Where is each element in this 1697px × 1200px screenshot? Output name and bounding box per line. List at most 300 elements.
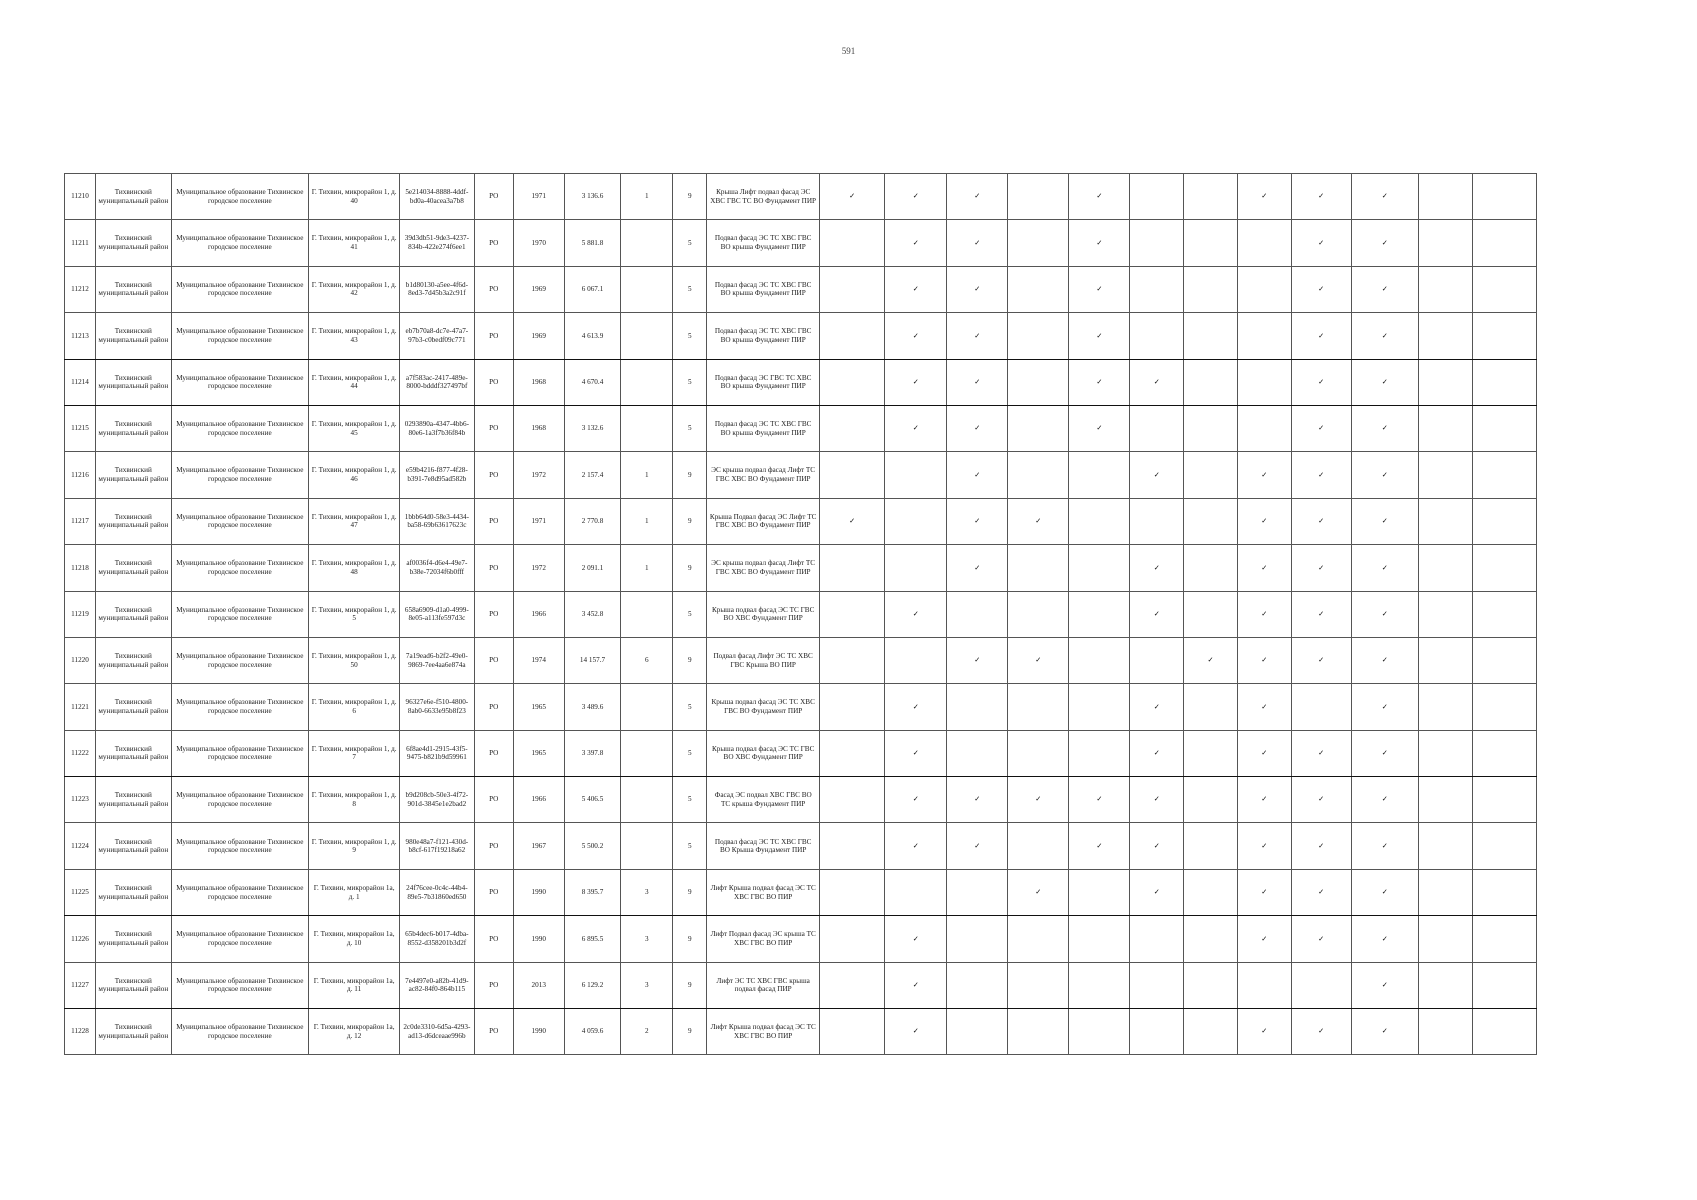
table-row (65, 405, 1537, 451)
work-check-cell (1351, 684, 1418, 730)
municipality-cell: Муниципальное образование Тихвинское городское поселение (171, 637, 309, 683)
work-check-cell (1069, 545, 1130, 591)
work-check-cell (1069, 266, 1130, 312)
municipality-cell: Муниципальное образование Тихвинское городское поселение (171, 916, 309, 962)
check-mark-icon: ✓ (974, 794, 981, 804)
work-check-cell (1008, 962, 1069, 1008)
check-mark-icon: ✓ (1381, 330, 1388, 340)
check-mark-icon: ✓ (912, 608, 919, 618)
guid-cell: 0293890a-4347-4bb6-80e6-1a3f7b36f84b (400, 405, 474, 451)
year-built-cell: 1990 (513, 916, 564, 962)
work-check-cell (1069, 498, 1130, 544)
floors-cell: 9 (673, 962, 707, 1008)
floors-cell: 9 (673, 1009, 707, 1055)
floors-cell: 5 (673, 684, 707, 730)
work-check-cell (1130, 174, 1184, 220)
work-check-cell (820, 452, 885, 498)
municipality-cell: Муниципальное образование Тихвинское городское поселение (171, 591, 309, 637)
works-list-cell: Подвал фасад ЭС ТС ХВС ГВС ВО крыша Фундамент ПИР (707, 266, 820, 312)
work-check-cell (885, 545, 947, 591)
year-built-cell: 1965 (513, 730, 564, 776)
check-mark-icon: ✓ (912, 840, 919, 850)
floors-cell: 5 (673, 359, 707, 405)
year-built-cell: 1972 (513, 545, 564, 591)
year-built-cell: 1971 (513, 174, 564, 220)
work-check-cell (1291, 591, 1351, 637)
floors-cell: 9 (673, 452, 707, 498)
work-check-cell (1237, 545, 1291, 591)
lifts-count-cell: 2 (621, 1009, 673, 1055)
work-check-cell (947, 869, 1008, 915)
check-mark-icon: ✓ (974, 516, 981, 526)
work-check-cell (1237, 266, 1291, 312)
check-mark-icon: ✓ (1096, 794, 1103, 804)
ownership-cell: РО (474, 777, 513, 823)
area-cell: 4 670.4 (564, 359, 621, 405)
work-check-cell (1418, 777, 1472, 823)
ownership-cell: РО (474, 220, 513, 266)
lifts-count-cell: 3 (621, 869, 673, 915)
check-mark-icon: ✓ (1096, 376, 1103, 386)
work-check-cell (885, 777, 947, 823)
municipality-cell: Муниципальное образование Тихвинское городское поселение (171, 498, 309, 544)
work-check-cell (1351, 266, 1418, 312)
check-mark-icon: ✓ (1381, 608, 1388, 618)
table-row (65, 637, 1537, 683)
district-cell: Тихвинский муниципальный район (96, 545, 172, 591)
district-cell: Тихвинский муниципальный район (96, 359, 172, 405)
ownership-cell: РО (474, 174, 513, 220)
area-cell: 5 881.8 (564, 220, 621, 266)
address-cell: Г. Тихвин, микрорайон 1, д. 6 (309, 684, 400, 730)
check-mark-icon: ✓ (1261, 933, 1268, 943)
work-check-cell (1184, 313, 1238, 359)
table-row (65, 869, 1537, 915)
work-check-cell (1418, 916, 1472, 962)
check-mark-icon: ✓ (912, 1026, 919, 1036)
area-cell: 3 132.6 (564, 405, 621, 451)
work-check-cell (885, 637, 947, 683)
work-check-cell (1237, 823, 1291, 869)
work-check-cell (1472, 313, 1536, 359)
floors-cell: 9 (673, 637, 707, 683)
floors-cell: 9 (673, 545, 707, 591)
works-list-cell: Крыша подвал фасад ЭС ТС ГВС ВО ХВС Фундамент ПИР (707, 730, 820, 776)
work-check-cell (820, 266, 885, 312)
check-mark-icon: ✓ (1096, 840, 1103, 850)
table-row (65, 359, 1537, 405)
work-check-cell (1130, 916, 1184, 962)
work-check-cell (1184, 545, 1238, 591)
check-mark-icon: ✓ (1381, 748, 1388, 758)
lifts-count-cell: 6 (621, 637, 673, 683)
work-check-cell (1069, 313, 1130, 359)
table-row (65, 823, 1537, 869)
works-list-cell: Фасад ЭС подвал ХВС ГВС ВО ТС крыша Фундамент ПИР (707, 777, 820, 823)
check-mark-icon: ✓ (1153, 887, 1160, 897)
address-cell: Г. Тихвин, микрорайон 1, д. 46 (309, 452, 400, 498)
year-built-cell: 1966 (513, 777, 564, 823)
year-built-cell: 1965 (513, 684, 564, 730)
work-check-cell (1291, 869, 1351, 915)
work-check-cell (885, 498, 947, 544)
work-check-cell (1008, 777, 1069, 823)
work-check-cell (885, 684, 947, 730)
work-check-cell (1008, 1009, 1069, 1055)
row-id: 11226 (65, 916, 96, 962)
work-check-cell (820, 359, 885, 405)
work-check-cell (1184, 266, 1238, 312)
check-mark-icon: ✓ (912, 748, 919, 758)
check-mark-icon: ✓ (1318, 887, 1325, 897)
row-id: 11222 (65, 730, 96, 776)
address-cell: Г. Тихвин, микрорайон 1, д. 9 (309, 823, 400, 869)
municipality-cell: Муниципальное образование Тихвинское городское поселение (171, 823, 309, 869)
work-check-cell (1184, 684, 1238, 730)
table-row (65, 591, 1537, 637)
check-mark-icon: ✓ (1261, 1026, 1268, 1036)
municipality-cell: Муниципальное образование Тихвинское городское поселение (171, 869, 309, 915)
row-id: 11217 (65, 498, 96, 544)
check-mark-icon: ✓ (974, 284, 981, 294)
address-cell: Г. Тихвин, микрорайон 1а, д. 1 (309, 869, 400, 915)
work-check-cell (820, 405, 885, 451)
guid-cell: e59b4216-f877-4f28-b391-7e8d95ad582b (400, 452, 474, 498)
ownership-cell: РО (474, 266, 513, 312)
check-mark-icon: ✓ (974, 237, 981, 247)
row-id: 11223 (65, 777, 96, 823)
municipality-cell: Муниципальное образование Тихвинское городское поселение (171, 777, 309, 823)
work-check-cell (885, 174, 947, 220)
work-check-cell (1291, 777, 1351, 823)
work-check-cell (1237, 591, 1291, 637)
works-list-cell: Подвал фасад ЭС ГВС ТС ХВС ВО крыша Фундамент ПИР (707, 359, 820, 405)
work-check-cell (1008, 637, 1069, 683)
work-check-cell (1008, 452, 1069, 498)
work-check-cell (947, 591, 1008, 637)
district-cell: Тихвинский муниципальный район (96, 730, 172, 776)
work-check-cell (820, 777, 885, 823)
work-check-cell (1069, 591, 1130, 637)
table-row (65, 545, 1537, 591)
lifts-count-cell (621, 591, 673, 637)
work-check-cell (1184, 823, 1238, 869)
work-check-cell (947, 962, 1008, 1008)
work-check-cell (1472, 266, 1536, 312)
work-check-cell (947, 916, 1008, 962)
district-cell: Тихвинский муниципальный район (96, 452, 172, 498)
work-check-cell (1008, 498, 1069, 544)
district-cell: Тихвинский муниципальный район (96, 174, 172, 220)
work-check-cell (1291, 452, 1351, 498)
municipality-cell: Муниципальное образование Тихвинское городское поселение (171, 962, 309, 1008)
lifts-count-cell (621, 313, 673, 359)
work-check-cell (947, 1009, 1008, 1055)
check-mark-icon: ✓ (1318, 933, 1325, 943)
work-check-cell (1130, 637, 1184, 683)
work-check-cell (820, 962, 885, 1008)
work-check-cell (1069, 1009, 1130, 1055)
table-row (65, 730, 1537, 776)
address-cell: Г. Тихвин, микрорайон 1, д. 42 (309, 266, 400, 312)
work-check-cell (1291, 823, 1351, 869)
floors-cell: 5 (673, 730, 707, 776)
page-number: 591 (841, 46, 856, 56)
work-check-cell (1237, 637, 1291, 683)
work-check-cell (1130, 545, 1184, 591)
floors-cell: 5 (673, 777, 707, 823)
check-mark-icon: ✓ (974, 423, 981, 433)
check-mark-icon: ✓ (1381, 191, 1388, 201)
work-check-cell (885, 916, 947, 962)
work-check-cell (1184, 220, 1238, 266)
floors-cell: 5 (673, 823, 707, 869)
check-mark-icon: ✓ (1261, 191, 1268, 201)
work-check-cell (820, 916, 885, 962)
ownership-cell: РО (474, 591, 513, 637)
district-cell: Тихвинский муниципальный район (96, 823, 172, 869)
year-built-cell: 1970 (513, 220, 564, 266)
work-check-cell (1291, 1009, 1351, 1055)
guid-cell: 658a6909-d1a0-4999-8e05-a113fe597d3c (400, 591, 474, 637)
ownership-cell: РО (474, 869, 513, 915)
check-mark-icon: ✓ (1381, 516, 1388, 526)
work-check-cell (1351, 313, 1418, 359)
floors-cell: 9 (673, 916, 707, 962)
check-mark-icon: ✓ (1318, 469, 1325, 479)
check-mark-icon: ✓ (912, 980, 919, 990)
work-check-cell (1418, 266, 1472, 312)
work-check-cell (1130, 823, 1184, 869)
check-mark-icon: ✓ (1318, 284, 1325, 294)
works-list-cell: ЭС крыша подвал фасад Лифт ТС ГВС ХВС ВО Фундамент ПИР (707, 545, 820, 591)
work-check-cell (947, 266, 1008, 312)
district-cell: Тихвинский муниципальный район (96, 220, 172, 266)
year-built-cell: 1972 (513, 452, 564, 498)
area-cell: 4 613.9 (564, 313, 621, 359)
work-check-cell (1237, 174, 1291, 220)
guid-cell: 65b4dec6-b017-4dba-8552-d358201b3d2f (400, 916, 474, 962)
work-check-cell (1184, 591, 1238, 637)
work-check-cell (1130, 405, 1184, 451)
table-row (65, 220, 1537, 266)
work-check-cell (885, 266, 947, 312)
work-check-cell (1184, 1009, 1238, 1055)
work-check-cell (820, 730, 885, 776)
address-cell: Г. Тихвин, микрорайон 1, д. 47 (309, 498, 400, 544)
check-mark-icon: ✓ (974, 469, 981, 479)
work-check-cell (885, 452, 947, 498)
guid-cell: eb7b70a8-dc7e-47a7-97b3-c0bedf09c771 (400, 313, 474, 359)
municipality-cell: Муниципальное образование Тихвинское городское поселение (171, 452, 309, 498)
lifts-count-cell: 1 (621, 452, 673, 498)
work-check-cell (885, 730, 947, 776)
lifts-count-cell (621, 266, 673, 312)
work-check-cell (1351, 405, 1418, 451)
work-check-cell (1237, 962, 1291, 1008)
check-mark-icon: ✓ (1318, 376, 1325, 386)
works-list-cell: Крыша Подвал фасад ЭС Лифт ТС ГВС ХВС ВО Фундамент ПИР (707, 498, 820, 544)
area-cell: 3 397.8 (564, 730, 621, 776)
ownership-cell: РО (474, 1009, 513, 1055)
row-id: 11215 (65, 405, 96, 451)
work-check-cell (1472, 869, 1536, 915)
work-check-cell (947, 405, 1008, 451)
guid-cell: 1bbb64d0-58e3-4434-ba58-69b63617623c (400, 498, 474, 544)
district-cell: Тихвинский муниципальный район (96, 405, 172, 451)
work-check-cell (1130, 869, 1184, 915)
work-check-cell (1008, 684, 1069, 730)
guid-cell: 7a19ead6-b2f2-49e0-9869-7ee4aa6e874a (400, 637, 474, 683)
work-check-cell (1184, 405, 1238, 451)
ownership-cell: РО (474, 359, 513, 405)
municipality-cell: Муниципальное образование Тихвинское городское поселение (171, 405, 309, 451)
address-cell: Г. Тихвин, микрорайон 1а, д. 11 (309, 962, 400, 1008)
work-check-cell (885, 869, 947, 915)
work-check-cell (1237, 730, 1291, 776)
check-mark-icon: ✓ (1096, 191, 1103, 201)
row-id: 11210 (65, 174, 96, 220)
lifts-count-cell (621, 220, 673, 266)
work-check-cell (1069, 405, 1130, 451)
work-check-cell (1418, 962, 1472, 1008)
work-check-cell (947, 220, 1008, 266)
floors-cell: 5 (673, 266, 707, 312)
work-check-cell (1472, 591, 1536, 637)
work-check-cell (1130, 313, 1184, 359)
work-check-cell (1291, 962, 1351, 1008)
work-check-cell (820, 220, 885, 266)
check-mark-icon: ✓ (1381, 284, 1388, 294)
work-check-cell (1184, 498, 1238, 544)
work-check-cell (1237, 684, 1291, 730)
work-check-cell (1351, 591, 1418, 637)
area-cell: 3 136.6 (564, 174, 621, 220)
work-check-cell (1418, 545, 1472, 591)
work-check-cell (1069, 359, 1130, 405)
row-id: 11211 (65, 220, 96, 266)
table-row (65, 452, 1537, 498)
district-cell: Тихвинский муниципальный район (96, 313, 172, 359)
district-cell: Тихвинский муниципальный район (96, 916, 172, 962)
floors-cell: 9 (673, 174, 707, 220)
check-mark-icon: ✓ (1381, 562, 1388, 572)
work-check-cell (820, 869, 885, 915)
work-check-cell (820, 174, 885, 220)
works-list-cell: Подвал фасад ЭС ТС ХВС ГВС ВО Крыша Фундамент ПИР (707, 823, 820, 869)
check-mark-icon: ✓ (1153, 608, 1160, 618)
check-mark-icon: ✓ (1318, 748, 1325, 758)
address-cell: Г. Тихвин, микрорайон 1, д. 41 (309, 220, 400, 266)
table-row (65, 1009, 1537, 1055)
address-cell: Г. Тихвин, микрорайон 1а, д. 12 (309, 1009, 400, 1055)
work-check-cell (1069, 823, 1130, 869)
work-check-cell (1472, 498, 1536, 544)
work-check-cell (885, 313, 947, 359)
check-mark-icon: ✓ (1318, 423, 1325, 433)
work-check-cell (1291, 266, 1351, 312)
address-cell: Г. Тихвин, микрорайон 1, д. 40 (309, 174, 400, 220)
work-check-cell (1237, 869, 1291, 915)
lifts-count-cell (621, 823, 673, 869)
ownership-cell: РО (474, 498, 513, 544)
year-built-cell: 2013 (513, 962, 564, 1008)
check-mark-icon: ✓ (1153, 748, 1160, 758)
work-check-cell (1008, 359, 1069, 405)
lifts-count-cell (621, 730, 673, 776)
year-built-cell: 1971 (513, 498, 564, 544)
work-check-cell (1069, 637, 1130, 683)
lifts-count-cell: 3 (621, 916, 673, 962)
address-cell: Г. Тихвин, микрорайон 1, д. 8 (309, 777, 400, 823)
district-cell: Тихвинский муниципальный район (96, 637, 172, 683)
work-check-cell (1418, 174, 1472, 220)
check-mark-icon: ✓ (1153, 840, 1160, 850)
check-mark-icon: ✓ (912, 794, 919, 804)
work-check-cell (1130, 777, 1184, 823)
area-cell: 6 895.5 (564, 916, 621, 962)
work-check-cell (947, 730, 1008, 776)
row-id: 11219 (65, 591, 96, 637)
work-check-cell (885, 591, 947, 637)
works-list-cell: Лифт ЭС ТС ХВС ГВС крыша подвал фасад ПИР (707, 962, 820, 1008)
municipality-cell: Муниципальное образование Тихвинское городское поселение (171, 1009, 309, 1055)
district-cell: Тихвинский муниципальный район (96, 498, 172, 544)
floors-cell: 5 (673, 313, 707, 359)
check-mark-icon: ✓ (912, 933, 919, 943)
work-check-cell (1069, 452, 1130, 498)
check-mark-icon: ✓ (849, 516, 856, 526)
work-check-cell (1008, 405, 1069, 451)
work-check-cell (885, 220, 947, 266)
work-check-cell (1008, 916, 1069, 962)
guid-cell: 2c0de3310-6d5a-4293-ad13-d6dceaae996b (400, 1009, 474, 1055)
work-check-cell (1351, 220, 1418, 266)
row-id: 11213 (65, 313, 96, 359)
work-check-cell (1237, 359, 1291, 405)
work-check-cell (1130, 684, 1184, 730)
work-check-cell (820, 823, 885, 869)
works-list-cell: ЭС крыша подвал фасад Лифт ТС ГВС ХВС ВО Фундамент ПИР (707, 452, 820, 498)
district-cell: Тихвинский муниципальный район (96, 962, 172, 1008)
work-check-cell (1418, 684, 1472, 730)
work-check-cell (1472, 730, 1536, 776)
check-mark-icon: ✓ (1261, 562, 1268, 572)
work-check-cell (947, 313, 1008, 359)
lifts-count-cell: 1 (621, 174, 673, 220)
ownership-cell: РО (474, 823, 513, 869)
guid-cell: b1d80130-a5ee-4f6d-8ed3-7d45b3a2c91f (400, 266, 474, 312)
district-cell: Тихвинский муниципальный район (96, 684, 172, 730)
works-list-cell: Подвал фасад Лифт ЭС ТС ХВС ГВС Крыша ВО ПИР (707, 637, 820, 683)
floors-cell: 5 (673, 405, 707, 451)
work-check-cell (1069, 777, 1130, 823)
work-check-cell (1291, 730, 1351, 776)
check-mark-icon: ✓ (1318, 1026, 1325, 1036)
work-check-cell (1418, 405, 1472, 451)
area-cell: 6 067.1 (564, 266, 621, 312)
work-check-cell (1008, 174, 1069, 220)
check-mark-icon: ✓ (1381, 376, 1388, 386)
work-check-cell (820, 684, 885, 730)
work-check-cell (1418, 637, 1472, 683)
work-check-cell (1351, 777, 1418, 823)
floors-cell: 5 (673, 591, 707, 637)
work-check-cell (1237, 452, 1291, 498)
work-check-cell (1351, 359, 1418, 405)
check-mark-icon: ✓ (974, 562, 981, 572)
work-check-cell (1351, 730, 1418, 776)
